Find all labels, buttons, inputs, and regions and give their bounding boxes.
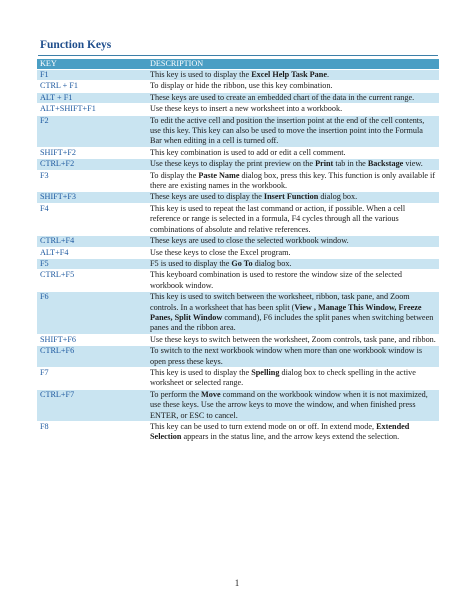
column-header-description: DESCRIPTION — [147, 59, 439, 70]
description-text: This key can be used to turn extend mode on or off. In extend mode, — [150, 422, 377, 431]
description-text: Use these keys to close the Excel program. — [150, 247, 291, 257]
description-text: Use these keys to display the print preview on the — [150, 159, 316, 169]
description-text: dialog box. — [252, 258, 292, 268]
description-cell — [147, 159, 439, 170]
key-cell: ALT + F1 — [37, 92, 147, 103]
table-row — [37, 236, 439, 247]
description-text: command), F6 includes the split panes when switching between panes and the ribbon area. — [150, 312, 434, 333]
description-text: appears in the status line, and the arrow keys extend the selection. — [181, 432, 400, 442]
key-cell: F5 — [37, 258, 147, 269]
table-row — [37, 334, 439, 345]
key-cell: F8 — [37, 422, 147, 443]
description-cell — [147, 104, 439, 115]
description-bold-text: Go To — [231, 258, 253, 268]
table-row — [37, 170, 439, 192]
title-underline — [38, 55, 438, 56]
table-row — [37, 81, 439, 92]
description-text: dialog box. — [318, 192, 358, 202]
description-cell — [147, 258, 439, 269]
description-text: To switch to the next workbook window when more than one workbook window is open press these keys. — [150, 346, 423, 366]
description-cell — [147, 81, 439, 92]
table-row — [37, 92, 439, 103]
description-bold-text: View , Manage This Window, Freeze Panes, Split Window — [150, 302, 422, 322]
description-bold-text: Insert Function — [263, 192, 319, 202]
key-cell: CTRL+F5 — [37, 270, 147, 292]
description-text: command on the workbook window when it is not maximized, use these keys. Use the arrow keys to move the window, and when finished press ENTER, or ESC to cancel. — [150, 389, 428, 420]
key-cell: CTRL+F4 — [37, 236, 147, 247]
description-text: This key is used to switch between the worksheet, ribbon, task pane, and Zoom controls. In a worksheet that has been split ( — [150, 292, 410, 312]
description-cell — [147, 367, 439, 389]
function-keys-table — [37, 59, 439, 443]
description-cell — [147, 170, 439, 192]
key-cell: CTRL+F7 — [37, 389, 147, 421]
table-row — [37, 104, 439, 115]
key-cell: F6 — [37, 292, 147, 335]
page-number: 1 — [234, 578, 240, 588]
description-text: F5 is used to display the — [150, 258, 232, 268]
description-text: These keys are used to display the — [150, 192, 264, 202]
description-cell — [147, 236, 439, 247]
key-cell: F2 — [37, 115, 147, 147]
table-row — [37, 192, 439, 203]
description-text: These keys are used to close the selected workbook window. — [150, 236, 349, 246]
description-cell — [147, 92, 439, 103]
description-cell — [147, 334, 439, 345]
description-bold-text: Paste Name — [198, 170, 240, 180]
description-text: To perform the — [150, 389, 202, 399]
description-cell — [147, 147, 439, 158]
description-cell — [147, 192, 439, 203]
description-cell — [147, 389, 439, 421]
description-bold-text: Extended Selection — [150, 422, 410, 442]
table-row — [37, 367, 439, 389]
description-text: To display or hide the ribbon, use this key combination. — [150, 81, 333, 91]
key-cell: F4 — [37, 203, 147, 235]
description-cell — [147, 422, 439, 443]
key-cell: ALT+F4 — [37, 247, 147, 258]
table-row — [37, 203, 439, 235]
description-cell — [147, 115, 439, 147]
key-cell: F3 — [37, 170, 147, 192]
description-text: . — [326, 70, 329, 79]
description-text: This key combination is used to add or edit a cell comment. — [150, 147, 346, 157]
description-bold-text: Print — [315, 159, 334, 169]
description-cell — [147, 270, 439, 292]
key-cell: F7 — [37, 367, 147, 389]
table-row — [37, 389, 439, 421]
description-text: Use these keys to insert a new worksheet into a workbook. — [150, 104, 343, 114]
table-row — [37, 346, 439, 368]
description-text: This key is used to display the — [150, 367, 252, 377]
description-cell — [147, 70, 439, 81]
table-row — [37, 270, 439, 292]
description-text: view. — [403, 159, 423, 169]
description-text: To display the — [150, 170, 199, 180]
description-text: Use these keys to switch between the worksheet, Zoom controls, task pane, and ribbon. — [150, 334, 436, 344]
description-text: This keyboard combination is used to restore the window size of the selected workbook window. — [150, 270, 402, 290]
description-text: To edit the active cell and position the insertion point at the end of the cell contents, use this key. This key can also be used to move the insertion point into the Formula Bar when editing in a cell is turned off. — [150, 115, 425, 146]
page-title: Function Keys — [40, 39, 112, 51]
description-text: tab in the — [333, 159, 368, 169]
key-cell: CTRL+F6 — [37, 346, 147, 368]
description-text: This key is used to repeat the last command or action, if possible. When a cell reference or range is selected in a formula, F4 cycles through all the various combinations of absolute and relative references. — [150, 203, 406, 234]
key-cell: F1 — [37, 70, 147, 81]
table-row — [37, 422, 439, 443]
key-cell: CTRL+F2 — [37, 159, 147, 170]
table-row — [37, 115, 439, 147]
table-row — [37, 159, 439, 170]
table-row — [37, 258, 439, 269]
description-text: dialog box to check spelling in the active worksheet or selected range. — [150, 367, 416, 388]
table-row — [37, 292, 439, 335]
table-body — [37, 70, 439, 443]
column-header-key: KEY — [37, 59, 147, 70]
description-bold-text: Excel Help Task Pane — [251, 70, 327, 79]
description-cell — [147, 203, 439, 235]
key-cell: SHIFT+F6 — [37, 334, 147, 345]
description-cell — [147, 247, 439, 258]
description-cell — [147, 292, 439, 335]
key-cell: SHIFT+F3 — [37, 192, 147, 203]
description-text: This key is used to display the — [150, 70, 252, 79]
description-cell — [147, 346, 439, 368]
table-row — [37, 147, 439, 158]
table-row — [37, 247, 439, 258]
key-cell: SHIFT+F2 — [37, 147, 147, 158]
key-cell: ALT+SHIFT+F1 — [37, 104, 147, 115]
description-bold-text: Spelling — [251, 367, 280, 377]
table-header-row — [37, 59, 439, 70]
table-row — [37, 70, 439, 81]
description-text: These keys are used to create an embedded chart of the data in the current range. — [150, 92, 415, 102]
description-text: dialog box, press this key. This function is only available if there are existing names in the workbook. — [150, 170, 436, 191]
description-bold-text: Move — [201, 389, 221, 399]
key-cell: CTRL + F1 — [37, 81, 147, 92]
description-bold-text: Backstage — [367, 159, 404, 169]
